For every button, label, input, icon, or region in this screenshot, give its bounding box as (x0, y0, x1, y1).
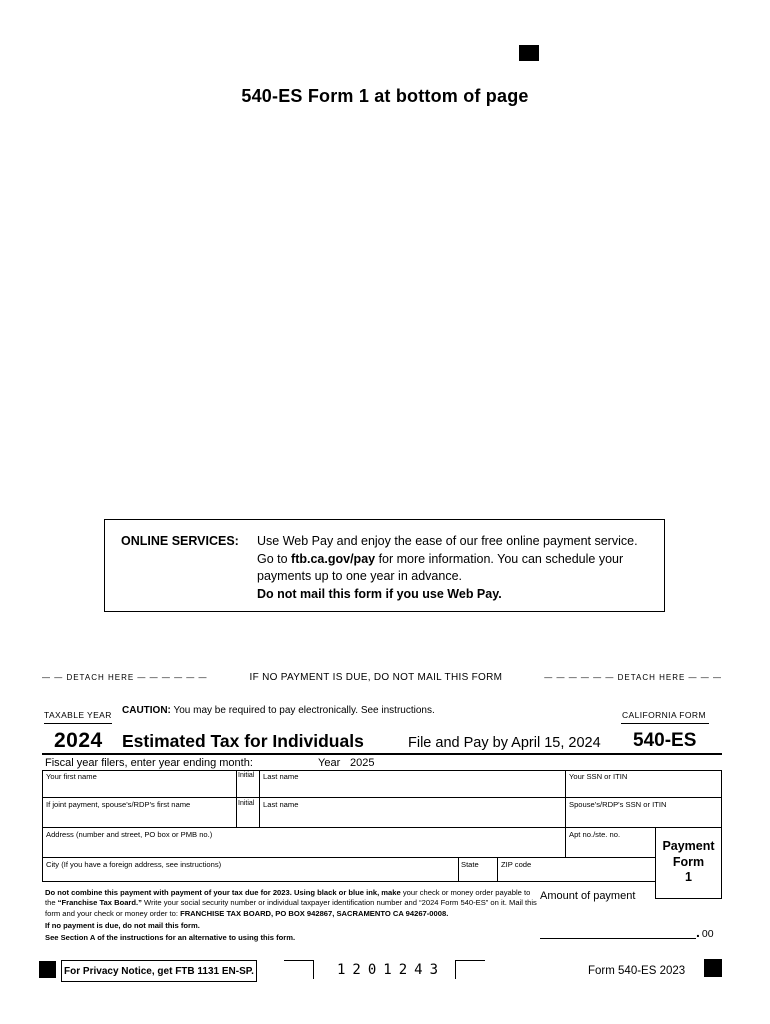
taxable-year-value: 2024 (54, 729, 103, 752)
address-label: Address (number and street, PO box or PMB no.) (46, 830, 213, 839)
amount-cents-value: 00 (701, 928, 714, 940)
city-label: City (If you have a foreign address, see instructions) (46, 860, 222, 869)
amount-of-payment-field[interactable] (540, 912, 696, 937)
online-services-line-1: Use Web Pay and enjoy the ease of our free online payment service. (257, 534, 638, 548)
amount-of-payment-label: Amount of payment (540, 890, 636, 902)
payment-form-box (655, 827, 722, 898)
spouse-first-name-label: If joint payment, spouse's/RDP's first name (46, 800, 191, 809)
fiscal-year-word: Year (318, 757, 341, 769)
last-name2-label: Last name (263, 800, 299, 809)
webpay-url: ftb.ca.gov/pay (291, 551, 376, 566)
online-services-line-3: Do not mail this form if you use Web Pay. (257, 586, 502, 601)
payment-box-word3: 1 (685, 870, 692, 885)
state-label: State (461, 860, 479, 869)
initial2-label: Initial (238, 800, 255, 807)
california-form-label: CALIFORNIA FORM (622, 710, 706, 720)
online-services-box (104, 519, 665, 612)
form-id-footer: Form 540-ES 2023 (588, 965, 686, 977)
payment-box-word1: Payment (662, 839, 715, 854)
online-line2-post: for more information. You can schedule your payments up to one year in advance. (257, 551, 624, 583)
ssn-label: Your SSN or ITIN (569, 772, 628, 781)
amount-cents (696, 924, 714, 940)
instr-seg4: Write your social security number or individual taxpayer identification number and “2024 Form 540-ES” on it. Mail this form and your check or money order to: (45, 898, 537, 918)
online-line2-pre: Go to (257, 551, 292, 566)
detach-line (42, 672, 722, 683)
due-date-text: File and Pay by April 15, 2024 (408, 735, 601, 751)
registration-square-bottom-right (704, 959, 722, 977)
scan-corner-mark-left (284, 960, 314, 979)
initial1-label: Initial (238, 772, 255, 779)
privacy-notice: For Privacy Notice, get FTB 1131 EN-SP. (61, 960, 257, 982)
mailing-instructions (45, 888, 537, 943)
payment-box-bottom-rule (655, 898, 722, 899)
detach-here-left: — — DETACH HERE — — — — — — (42, 673, 208, 682)
online-services-label: ONLINE SERVICES: (121, 534, 239, 548)
instr-seg3: “Franchise Tax Board.” (57, 898, 142, 908)
last-name2-field[interactable] (260, 798, 565, 827)
instructions-paragraph (45, 888, 537, 919)
online-services-text (257, 533, 657, 603)
amount-underline (540, 938, 696, 939)
scanline-code: 1201243 (337, 962, 446, 978)
taxable-year-underline (44, 723, 112, 724)
detach-center-text: IF NO PAYMENT IS DUE, DO NOT MAIL THIS FORM (249, 672, 503, 683)
no-payment-note: If no payment is due, do not mail this form. (45, 920, 200, 930)
form-title: Estimated Tax for Individuals (122, 731, 364, 751)
page-title: 540-ES Form 1 at bottom of page (241, 86, 529, 106)
fiscal-year-label: Fiscal year filers, enter year ending month: (45, 757, 253, 769)
see-section-note: See Section A of the instructions for an alternative to using this form. (45, 932, 296, 942)
instr-seg2: your check or money order payable to the (45, 888, 531, 908)
scan-corner-mark-right (455, 960, 485, 979)
registration-square-bottom-left (39, 961, 56, 978)
row4-bottom-rule (42, 881, 656, 882)
california-form-underline (621, 723, 709, 724)
caution-note (122, 705, 435, 716)
fiscal-year-value[interactable]: 2025 (350, 757, 375, 769)
first-name-label: Your first name (46, 772, 97, 781)
caution-text: You may be required to pay electronically. See instructions. (170, 705, 435, 716)
instr-seg5: FRANCHISE TAX BOARD, PO BOX 942867, SACRAMENTO CA 94267-0008. (180, 908, 449, 918)
last-name1-field[interactable] (260, 771, 565, 797)
payment-box-word2: Form (672, 854, 705, 869)
taxable-year-label: TAXABLE YEAR (44, 710, 112, 720)
apt-label: Apt no./ste. no. (569, 830, 621, 839)
header-rule (42, 753, 722, 755)
zip-label: ZIP code (501, 860, 532, 869)
form-number: 540-ES (633, 730, 697, 751)
registration-square-top (519, 45, 539, 61)
amount-decimal-point: . (696, 924, 700, 940)
spouse-ssn-label: Spouse's/RDP's SSN or ITIN (569, 800, 667, 809)
instr-seg1: Do not combine this payment with payment of your tax due for 2023. Using black or blue ink, make (45, 888, 403, 897)
detach-here-right: — — — — — — DETACH HERE — — — (544, 673, 722, 682)
online-services-line-2 (257, 551, 657, 586)
last-name1-label: Last name (263, 772, 299, 781)
caution-label: CAUTION: (122, 705, 171, 716)
